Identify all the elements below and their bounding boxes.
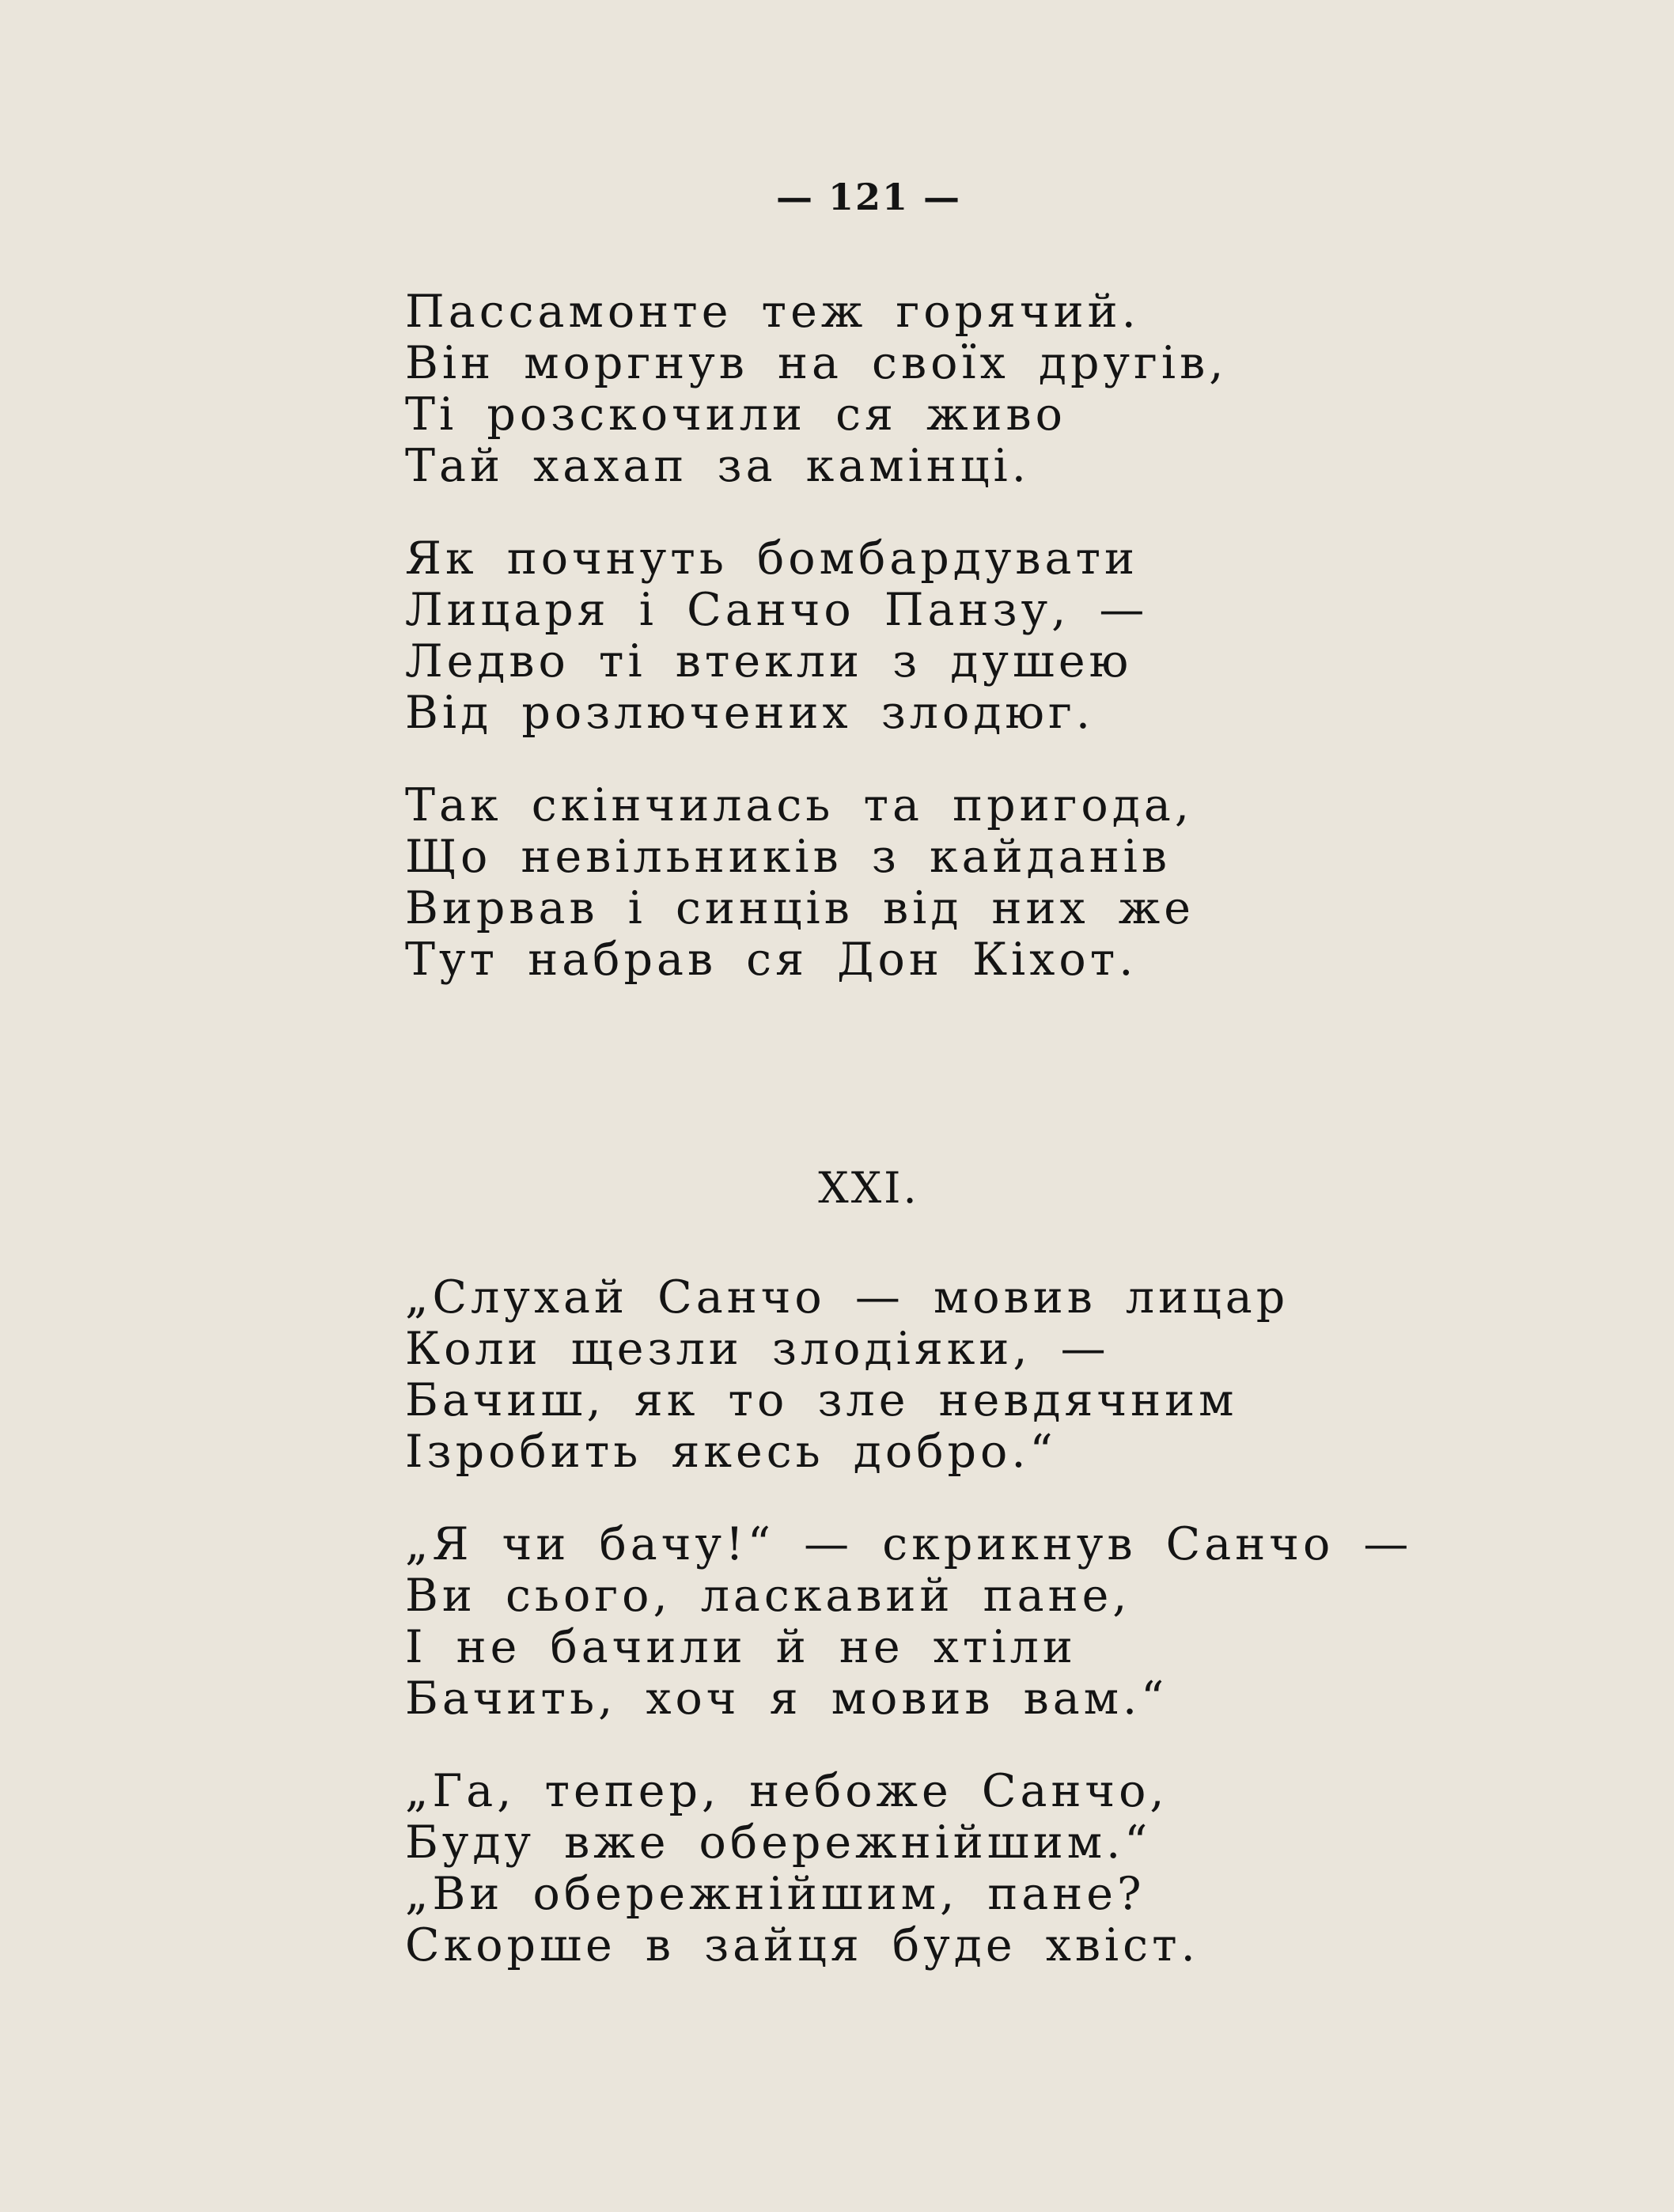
verse-line: Пассамонте теж горячий. bbox=[405, 286, 1140, 338]
verse-line: Вирвав і синців від них же bbox=[405, 882, 1195, 934]
verse-line: Бачиш, як то зле невдячним bbox=[405, 1374, 1238, 1426]
verse-line: Буду вже обережнійшим.“ bbox=[405, 1816, 1152, 1869]
stanza bbox=[405, 286, 1354, 492]
verse-line: Тут набрав ся Дон Кіхот. bbox=[405, 934, 1138, 986]
verse-line: Ледво ті втекли з душею bbox=[405, 635, 1133, 687]
verse-line: „Я чи бачу!“ — скрикнув Санчо — bbox=[405, 1518, 1413, 1570]
verse-line: І не бачили й не хтіли bbox=[405, 1621, 1077, 1673]
page-number: — 121 — bbox=[775, 176, 962, 218]
verse-line: Він моргнув на своїх другів, bbox=[405, 337, 1228, 389]
verse-line: Бачить, хоч я мовив вам.“ bbox=[405, 1672, 1168, 1725]
verse-line: „Слухай Санчо — мовив лицар bbox=[405, 1271, 1290, 1324]
verse-line: Від розлючених злодюг. bbox=[405, 687, 1095, 739]
stanza bbox=[405, 1766, 1354, 1971]
chapter-heading: XXI. bbox=[818, 1163, 919, 1213]
stanza bbox=[405, 780, 1354, 986]
verse-line: „Ви обережнійшим, пане? bbox=[405, 1868, 1146, 1920]
verse-line: Що невільників з кайданів bbox=[405, 831, 1172, 883]
verse-line: Ізробить якесь добро.“ bbox=[405, 1426, 1057, 1478]
verse-line: Тай хахап за камінці. bbox=[405, 440, 1030, 492]
stanza bbox=[405, 533, 1354, 739]
stanza bbox=[405, 1272, 1354, 1478]
verse-line: „Га, тепер, небоже Санчо, bbox=[405, 1765, 1168, 1817]
verse-line: Ті розскочили ся живо bbox=[405, 388, 1066, 441]
verse-line: Коли щезли злодіяки, — bbox=[405, 1323, 1110, 1375]
verse-line: Як почнуть бомбардувати bbox=[405, 532, 1138, 585]
verse-line: Лицаря і Санчо Панзу, — bbox=[405, 584, 1149, 636]
stanza bbox=[405, 1518, 1413, 1725]
verse-line: Так скінчилась та пригода, bbox=[405, 779, 1193, 831]
verse-line: Ви сього, ласкавий пане, bbox=[405, 1570, 1131, 1622]
verse-line: Скорше в зайця буде хвіст. bbox=[405, 1919, 1199, 1971]
